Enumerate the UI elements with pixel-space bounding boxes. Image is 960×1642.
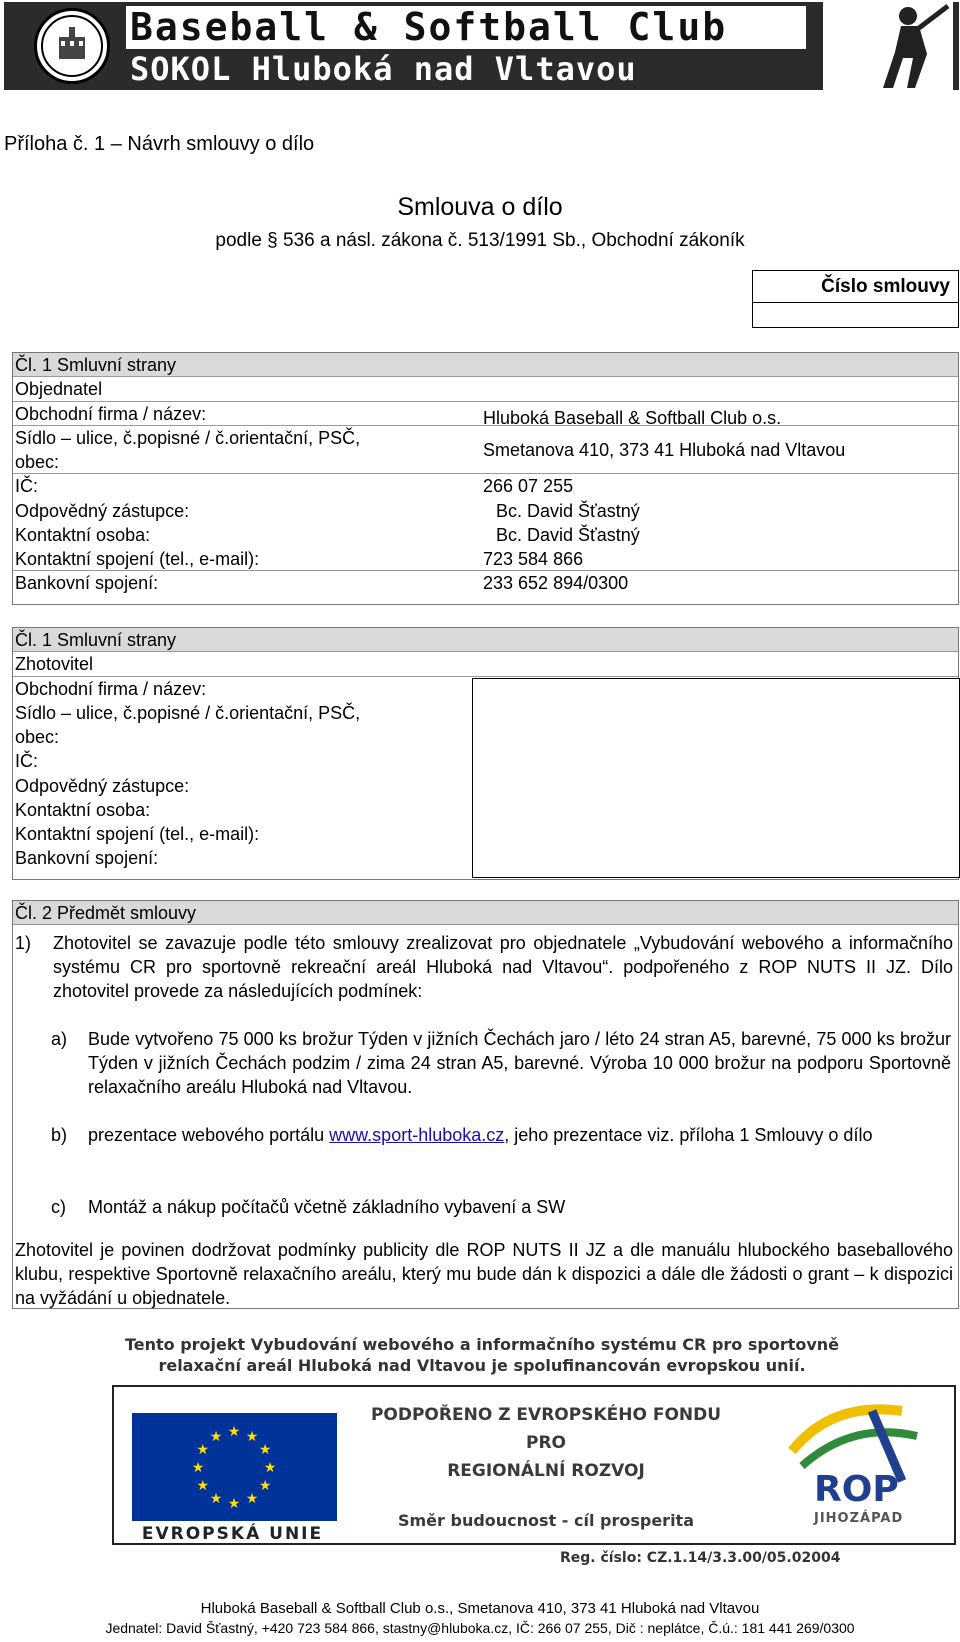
eu-star-icon: ★ <box>263 1459 277 1475</box>
contract-number-label: Číslo smlouvy <box>753 271 958 303</box>
section-heading: Čl. 1 Smluvní strany <box>13 628 958 652</box>
item-letter: a) <box>51 1029 68 1049</box>
row-label: Obchodní firma / název: <box>15 679 207 699</box>
row-label: Obchodní firma / název: <box>15 404 207 424</box>
eu-star-icon: ★ <box>258 1441 272 1457</box>
row-label-continued: obec: <box>15 727 60 747</box>
item-text: Bude vytvořeno 75 000 ks brožur Týden v jižních Čechách jaro / léto 24 stran A5, barevné, 75 000 ks brožur Týden v jižních Čechách podzim / zima 24 stran A5, barevné. Výroba 10 000 brožur na podporu Sportovně relaxačního areálu Hluboká nad Vltavou. <box>88 1029 951 1097</box>
erdf-line: REGIONÁLNÍ ROZVOJ <box>447 1461 645 1481</box>
eu-star-icon: ★ <box>191 1459 205 1475</box>
row-value: 723 584 866 <box>483 549 584 569</box>
row-value: 233 652 894/0300 <box>483 573 629 593</box>
row-label: Kontaktní osoba: <box>15 800 151 820</box>
header-banner <box>4 2 959 90</box>
footer-contact: Jednatel: David Šťastný, +420 723 584 866, stastny@hluboka.cz, IČ: 266 07 255, Dič : neplátce, Č.ú.: 181 441 269/0300 <box>105 1620 855 1636</box>
row-label: IČ: <box>15 751 39 771</box>
document-title: Smlouva o dílo <box>397 193 563 221</box>
subject-item-b <box>51 1123 951 1147</box>
row-value: Bc. David Šťastný <box>496 525 640 545</box>
club-name-line: Baseball & Softball Club <box>126 6 806 49</box>
row-label: Bankovní spojení: <box>15 848 159 868</box>
row-value: 266 07 255 <box>483 476 574 496</box>
zhotovitel-details-field[interactable] <box>472 701 960 878</box>
eu-star-icon: ★ <box>209 1490 223 1507</box>
erdf-line: PODPOŘENO Z EVROPSKÉHO FONDU <box>370 1405 722 1425</box>
party-row <box>13 426 958 474</box>
zhotovitel-name-field[interactable] <box>472 678 960 702</box>
subject-item-c <box>51 1195 951 1219</box>
funding-note: Tento projekt Vybudování webového a informačního systému CR pro sportovně relaxační areál Hluboká nad Vltavou je spolufinancován evropskou unií. <box>124 1335 840 1375</box>
row-label: Kontaktní osoba: <box>15 525 151 545</box>
party-row <box>13 499 958 523</box>
item-text-end: , jeho prezentace viz. příloha 1 Smlouvy o dílo <box>504 1125 873 1145</box>
footer-address: Hluboká Baseball & Softball Club o.s., Smetanova 410, 373 41 Hluboká nad Vltavou <box>200 1600 760 1617</box>
party-row <box>13 402 958 426</box>
row-label: Sídlo – ulice, č.popisné / č.orientační, PSČ, <box>15 703 361 723</box>
eu-flag-icon <box>132 1413 337 1521</box>
item-text: Zhotovitel se zavazuje podle této smlouvy zrealizovat pro objednatele „Vybudování webového a informačního systému CR pro sportovně rekreační areál Hluboká nad Vltavou“. podpořeného z ROP NUTS II JZ. Dílo zhotovitel provede za následujících podmínek: <box>53 933 953 1001</box>
publicity-clause: Zhotovitel je povinen dodržovat podmínky publicity dle ROP NUTS II JZ a dle manuálu hlubockého baseballového klubu, respektive Sportovně relaxačního areálu, který mu bude dán k dispozici a dále dle žádosti o grant – k dispozici na vyžádání u objednatele. <box>15 1240 953 1308</box>
eu-star-icon: ★ <box>196 1441 210 1457</box>
row-label: Odpovědný zástupce: <box>15 776 190 796</box>
party-row <box>13 523 958 547</box>
annex-title: Příloha č. 1 – Návrh smlouvy o dílo <box>4 133 315 155</box>
row-label: IČ: <box>15 476 39 496</box>
party-role: Zhotovitel <box>13 652 958 677</box>
party-objednatel-section <box>12 352 959 605</box>
contract-number-field[interactable] <box>753 303 958 327</box>
funding-motto: Směr budoucnost - cíl prosperita <box>397 1511 694 1530</box>
party-row <box>13 474 958 499</box>
party-zhotovitel-section <box>12 627 959 880</box>
item-letter: c) <box>51 1197 66 1217</box>
eu-label: EVROPSKÁ UNIE <box>141 1524 324 1544</box>
row-label-continued: obec: <box>15 452 60 472</box>
row-label: Kontaktní spojení (tel., e-mail): <box>15 824 260 844</box>
document-subtitle: podle § 536 a násl. zákona č. 513/1991 Sb., Obchodní zákoník <box>215 230 745 251</box>
subject-item-1 <box>15 931 953 1003</box>
eu-star-icon: ★ <box>245 1427 259 1444</box>
eu-star-icon: ★ <box>196 1477 210 1493</box>
eu-star-icon: ★ <box>258 1477 272 1493</box>
eu-star-icon: ★ <box>209 1427 223 1444</box>
row-value: Hluboká Baseball & Softball Club o.s. <box>483 408 782 428</box>
party-role: Objednatel <box>13 377 958 402</box>
eu-star-icon: ★ <box>245 1490 259 1507</box>
row-label: Kontaktní spojení (tel., e-mail): <box>15 549 260 569</box>
portal-link[interactable]: www.sport-hluboka.cz <box>329 1125 505 1145</box>
erdf-line: PRO <box>525 1433 566 1453</box>
section-heading: Čl. 2 Předmět smlouvy <box>13 901 958 925</box>
club-seal-logo <box>34 8 110 84</box>
party-row <box>13 571 958 595</box>
eu-star-icon: ★ <box>227 1495 241 1511</box>
subject-item-a <box>51 1027 951 1099</box>
row-label: Bankovní spojení: <box>15 573 159 593</box>
item-text-start: prezentace webového portálu <box>88 1125 330 1145</box>
item-number: 1) <box>15 933 32 953</box>
row-value: Bc. David Šťastný <box>496 501 640 521</box>
club-location-line: SOKOL Hluboká nad Vltavou <box>130 50 637 88</box>
subject-section <box>12 900 959 1309</box>
contract-number-box <box>752 270 959 328</box>
item-text <box>88 1123 951 1147</box>
eu-star-icon: ★ <box>227 1423 241 1439</box>
funding-logo-box <box>112 1385 956 1545</box>
erdf-text <box>351 1401 741 1485</box>
rop-wordmark: ROP <box>814 1469 899 1510</box>
registration-number: Reg. číslo: CZ.1.14/3.3.00/05.02004 <box>560 1550 841 1566</box>
row-label: Sídlo – ulice, č.popisné / č.orientační, PSČ, <box>15 428 361 448</box>
party-row <box>13 547 958 571</box>
row-value: Smetanova 410, 373 41 Hluboká nad Vltavou <box>483 440 846 460</box>
item-text: Montáž a nákup počítačů včetně základního vybavení a SW <box>88 1197 566 1217</box>
row-label: Odpovědný zástupce: <box>15 501 190 521</box>
item-letter: b) <box>51 1125 68 1145</box>
rop-region: JIHOZÁPAD <box>814 1511 904 1526</box>
section-heading: Čl. 1 Smluvní strany <box>13 353 958 377</box>
batter-silhouette-icon <box>823 2 953 90</box>
